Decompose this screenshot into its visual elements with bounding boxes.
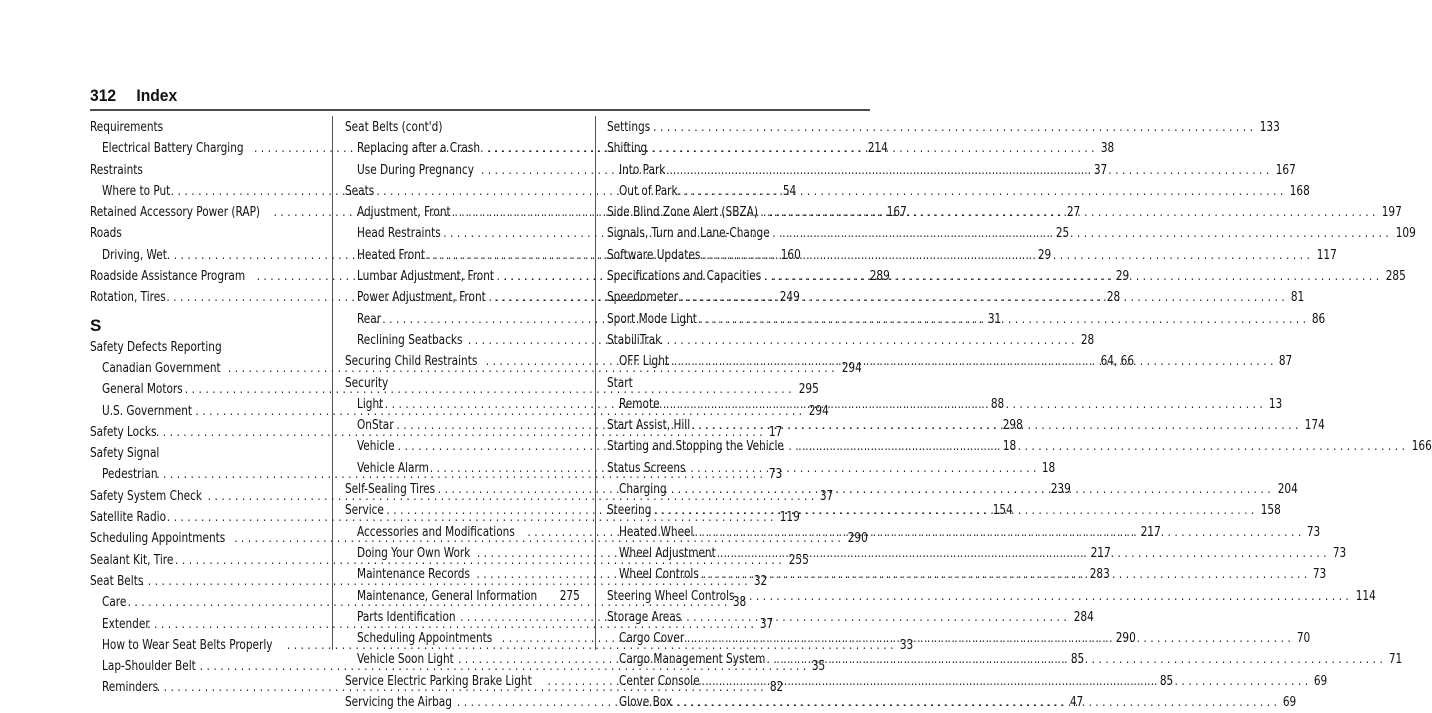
page-reference: 69 [1282, 695, 1297, 711]
entry-label: Rotation, Tires [90, 290, 166, 306]
entry-label: Doing Your Own Work [357, 545, 471, 561]
entry-label: Adjustment, Front [357, 205, 451, 221]
dot-leader [664, 479, 1271, 500]
entry-label: Sport Mode Light [607, 311, 697, 327]
entry-label: Parts Identification [357, 609, 456, 625]
page-reference: 27 [1066, 205, 1081, 221]
entry-label: Retained Accessory Power (RAP) [90, 205, 261, 221]
entry-label: Shifting [607, 141, 648, 157]
entry-label: Roadside Assistance Program [90, 269, 246, 285]
page-reference: 290 [1115, 631, 1136, 647]
page-reference: 18 [1003, 439, 1017, 455]
page-reference: 160 [780, 247, 801, 263]
dot-leader [798, 436, 1405, 457]
page-reference: 38 [1100, 141, 1114, 157]
page-reference: 133 [1259, 120, 1280, 135]
entry-label: Reminders [102, 680, 159, 696]
page-reference: 29 [1116, 269, 1130, 285]
entry-label: Steering [607, 503, 652, 519]
page-reference: 31 [987, 311, 1002, 327]
page-reference: 249 [779, 290, 800, 306]
page-reference: 285 [1385, 269, 1407, 285]
dot-leader [703, 245, 1310, 266]
page-reference: 37 [759, 616, 774, 632]
index-entry [607, 586, 1376, 607]
page-reference: 18 [1042, 460, 1056, 476]
page-reference: 70 [1296, 631, 1310, 647]
dot-leader [646, 117, 1253, 138]
entry-label: Service [345, 503, 384, 519]
index-entry [607, 458, 837, 479]
dot-leader [656, 394, 1263, 415]
page-reference: 197 [1382, 205, 1403, 221]
dot-leader [667, 351, 1274, 372]
header-rule [90, 109, 870, 111]
entry-label: Replacing after a Crash [357, 141, 481, 157]
entry-label: Wheel Adjustment [619, 545, 716, 561]
entry-label: Pedestrian [102, 467, 158, 483]
entry-label: Software Updates [607, 247, 701, 263]
entry-label: Requirements [90, 120, 164, 135]
index-subentry [345, 586, 580, 607]
entry-label: Safety Signal [90, 446, 160, 462]
page-reference: 298 [1003, 418, 1024, 434]
index-entry [607, 138, 837, 159]
entry-label: Maintenance, General Information [357, 588, 538, 604]
page-reference: 54 [783, 183, 797, 199]
entry-label: Restraints [90, 162, 143, 178]
entry-label: Status Screens [607, 460, 686, 476]
entry-label: U.S. Government [102, 403, 193, 419]
entry-label: Vehicle [357, 439, 395, 455]
page-reference: 73 [1313, 567, 1327, 583]
page-reference: 13 [1268, 396, 1282, 412]
page-reference: 174 [1305, 418, 1326, 434]
page-reference: 167 [887, 205, 908, 221]
entry-label: Rear [357, 311, 382, 327]
entry-label: Accessories and Modifications [357, 524, 515, 540]
page-reference: 275 [559, 588, 580, 604]
entry-label: Start [607, 375, 633, 391]
entry-label: Storage Areas [607, 609, 682, 625]
page-reference: 38 [733, 595, 747, 611]
entry-label: Canadian Government [102, 360, 221, 376]
dot-leader [695, 522, 1302, 543]
page-reference: 217 [1140, 524, 1161, 540]
entry-label: Security [345, 375, 389, 391]
page-reference: 114 [1355, 588, 1376, 604]
entry-label: How to Wear Seat Belts Properly [102, 637, 273, 653]
dot-leader [648, 500, 1255, 521]
page-reference: 73 [768, 467, 783, 483]
entry-label: Driving, Wet [102, 247, 167, 263]
page-reference: 82 [769, 680, 783, 696]
entry-label: Lumbar Adjustment, Front [357, 269, 495, 285]
page-reference: 29 [1037, 247, 1052, 263]
page-reference: 284 [1073, 609, 1094, 625]
entry-label: OFF Light [619, 354, 670, 370]
page-reference: 119 [780, 510, 801, 526]
entry-label: Reclining Seatbacks [357, 332, 463, 348]
index-entry [90, 337, 318, 358]
entry-label: Head Restraints [357, 226, 441, 242]
entry-label: Seat Belts (cont'd) [345, 120, 443, 135]
index-entry [345, 373, 573, 394]
entry-label: Starting and Stopping the Vehicle [607, 439, 784, 455]
page-reference: 214 [867, 141, 888, 157]
entry-label: Sealant Kit, Tire [90, 552, 174, 568]
entry-label: Start Assist, Hill [607, 418, 691, 434]
page-reference: 17 [768, 424, 782, 440]
dot-leader [772, 266, 1379, 287]
page-reference: 33 [899, 637, 913, 653]
entry-label: Securing Child Restraints [345, 354, 478, 370]
page-reference: 109 [1395, 226, 1416, 242]
entry-label: Wheel Controls [619, 567, 699, 583]
page-reference: 290 [847, 531, 868, 547]
page-reference: 86 [1311, 311, 1326, 327]
dot-leader [701, 564, 1308, 585]
page-reference: 28 [1106, 290, 1121, 306]
entry-label: Seat Belts [90, 573, 144, 589]
entry-label: Cargo Management System [619, 652, 766, 668]
entry-label: OnStar [357, 418, 394, 434]
page-reference: 289 [870, 269, 891, 285]
entry-label: Scheduling Appointments [90, 531, 226, 547]
page-reference: 25 [1055, 226, 1070, 242]
entry-label: Servicing the Airbag [345, 695, 452, 711]
entry-label: Remote [619, 396, 660, 412]
entry-label: Out of Park [619, 183, 678, 199]
entry-label: Electrical Battery Charging [102, 141, 244, 157]
entry-label: Seats [345, 183, 375, 199]
entry-label: Signals, Turn and Lane-Change [607, 226, 770, 242]
page-reference: 154 [993, 503, 1014, 519]
entry-label: StabiliTrak [607, 332, 662, 348]
entry-label: Light [357, 396, 384, 412]
page-reference: 87 [1279, 354, 1293, 370]
page-reference: 64, 66 [1101, 354, 1135, 370]
index-entry [345, 181, 573, 202]
entry-label: Safety System Check [90, 488, 203, 504]
page-reference: 168 [1289, 183, 1311, 199]
entry-label: Power Adjustment, Front [357, 290, 486, 306]
index-entry [345, 117, 573, 138]
page-reference: 85 [1070, 652, 1084, 668]
page-reference: 255 [788, 552, 809, 568]
entry-label: Heated Front [357, 247, 425, 263]
dot-leader [776, 649, 1383, 670]
entry-label: Where to Put [102, 183, 171, 199]
entry-label: Vehicle Alarm [357, 460, 429, 476]
page-reference: 73 [1332, 545, 1346, 561]
entry-label: Maintenance Records [357, 567, 470, 583]
dot-leader [701, 671, 1308, 692]
index-entry [607, 330, 837, 351]
entry-label: Service Electric Parking Brake Light [345, 673, 532, 689]
entry-label: Side Blind Zone Alert (SBZA) [607, 205, 758, 221]
dot-leader [677, 181, 1284, 202]
page-reference: 158 [1261, 503, 1282, 519]
index-subentry [607, 181, 1311, 202]
section-letter: S [90, 315, 102, 335]
dot-leader [684, 628, 1291, 649]
dot-leader [670, 692, 1277, 713]
page-reference: 85 [1160, 673, 1174, 689]
page-reference: 204 [1277, 482, 1298, 498]
page-reference: 239 [1051, 482, 1072, 498]
entry-label: Heated Wheel [619, 524, 694, 540]
page-reference: 217 [1090, 545, 1111, 561]
dot-leader [720, 543, 1327, 564]
page-reference: 117 [1316, 247, 1337, 263]
entry-label: Speedometer [607, 290, 679, 306]
entry-label: General Motors [102, 382, 183, 398]
entry-label: Steering Wheel Controls [607, 588, 735, 604]
entry-label: Scheduling Appointments [357, 631, 493, 647]
entry-label: Into Park [619, 162, 666, 178]
page-reference: 167 [1276, 162, 1297, 178]
entry-label: Vehicle Soon Light [357, 652, 454, 668]
entry-label: Glove Box [619, 695, 673, 711]
page-reference: 37 [820, 488, 834, 504]
page-reference: 294 [808, 403, 829, 419]
page-reference: 35 [812, 659, 826, 675]
entry-label: Care [102, 595, 127, 611]
entry-label: Roads [90, 226, 122, 242]
page-reference: 47 [1069, 695, 1083, 711]
dot-leader [678, 287, 1285, 308]
entry-label: Safety Defects Reporting [90, 339, 222, 355]
entry-label: Safety Locks [90, 424, 157, 440]
dot-leader [782, 223, 1389, 244]
entry-label: Settings [607, 120, 651, 135]
page-reference: 88 [990, 396, 1004, 412]
entry-label: Center Console [619, 673, 700, 689]
page-reference: 71 [1388, 652, 1403, 668]
entry-label: Cargo Cover [619, 631, 685, 647]
dot-leader [769, 202, 1376, 223]
index-entry [90, 443, 318, 464]
page-reference: 81 [1290, 290, 1304, 306]
entry-label: Lap-Shoulder Belt [102, 659, 196, 675]
index-entry [607, 607, 837, 628]
page-reference: 294 [841, 360, 862, 376]
dot-leader [692, 415, 1299, 436]
entry-label: Satellite Radio [90, 510, 167, 526]
index-entry [607, 373, 837, 394]
page-reference: 32 [753, 573, 767, 589]
page-reference: 37 [1093, 162, 1107, 178]
index-entry [90, 223, 318, 244]
index-entry [90, 160, 318, 181]
entry-label: Extender [102, 616, 150, 632]
dot-leader [742, 586, 1349, 607]
entry-label: Self-Sealing Tires [345, 482, 436, 498]
page-reference: 166 [1411, 439, 1432, 455]
index-entry [607, 117, 1280, 138]
index-entry [90, 117, 318, 138]
entry-label: Specifications and Capacities [607, 269, 762, 285]
page-number: 312 [90, 86, 117, 105]
entry-label: Use During Pregnancy [357, 162, 474, 178]
entry-label: Charging [619, 482, 667, 498]
page-reference: 283 [1089, 567, 1110, 583]
dot-leader [663, 160, 1270, 181]
page-header [90, 86, 177, 106]
page-reference: 73 [1307, 524, 1321, 540]
page-title: Index [136, 86, 178, 105]
page-reference: 295 [798, 382, 819, 398]
dot-leader [699, 309, 1306, 330]
page-reference: 28 [1080, 332, 1094, 348]
page-reference: 69 [1314, 673, 1328, 689]
